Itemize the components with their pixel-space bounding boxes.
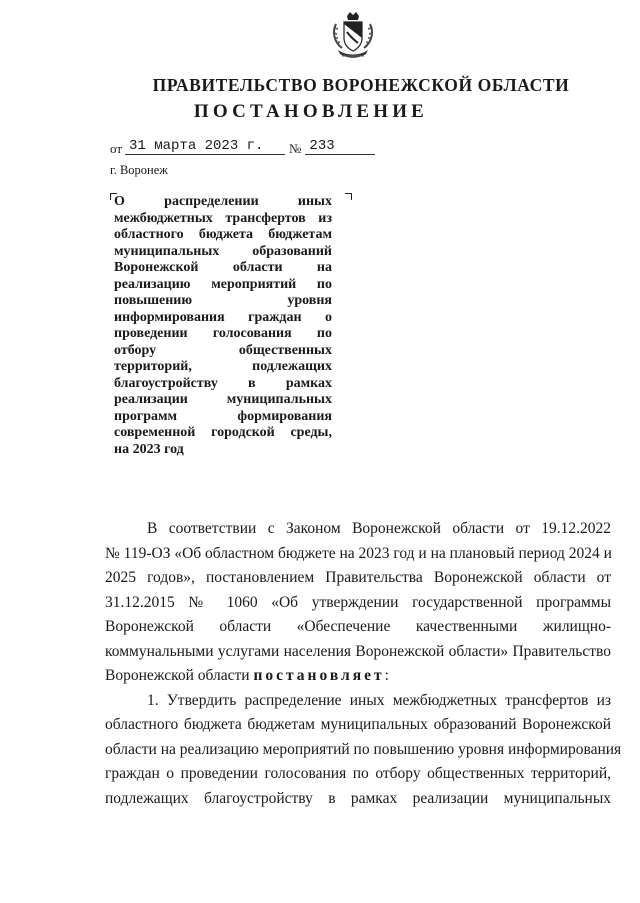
body-line: 31.12.2015 № 1060 «Об утверждении государственной программы (105, 593, 611, 611)
subject-line: реализации муниципальных (114, 392, 332, 407)
subject-line: информирования граждан о (114, 309, 332, 325)
subject-line: межбюджетных трансфертов из (114, 210, 332, 226)
item-1-line: подлежащих благоустройству в рамках реализации муниципальных (105, 789, 611, 807)
document-subject (114, 194, 332, 458)
subject-bracket-right (345, 193, 352, 200)
government-title: ПРАВИТЕЛЬСТВО ВОРОНЕЖСКОЙ ОБЛАСТИ (152, 75, 570, 95)
subject-line: Воронежской области на (114, 260, 332, 275)
body-line: В соответствии с Законом Воронежской области от 19.12.2022 (147, 520, 611, 537)
document-body (105, 517, 622, 811)
subject-line: современной городской среды, (114, 425, 332, 440)
body-line-decree (105, 664, 611, 689)
item-1-line: граждан о проведении голосования по отбору общественных территорий, (105, 765, 611, 782)
number-sign-label: № (289, 141, 302, 156)
subject-line: отбору общественных (114, 342, 332, 358)
subject-line: областного бюджета бюджетам (114, 227, 332, 242)
body-line: № 119-ОЗ «Об областном бюджете на 2023 год и на плановый период 2024 и (105, 544, 612, 562)
subject-line: территорий, подлежащих (114, 359, 332, 374)
body-line: Воронежской области «Обеспечение качественными жилищно- (105, 618, 611, 635)
subject-line: программ формирования (114, 408, 332, 424)
document-number: 233 (305, 138, 375, 155)
item-1-line: областного бюджета бюджетам муниципальных образований Воронежской (105, 716, 611, 733)
subject-line: повышению уровня (114, 293, 332, 308)
subject-line: проведении голосования по (114, 326, 332, 341)
subject-line: муниципальных образований (114, 243, 332, 259)
document-dateline (110, 138, 375, 155)
decree-word: постановляет (253, 667, 385, 684)
decree-colon: : (384, 667, 389, 684)
coat-of-arms-icon (330, 10, 376, 62)
subject-line: реализацию мероприятий по (114, 276, 332, 292)
body-line: 2025 годов», постановлением Правительства Воронежской области от (105, 569, 611, 586)
document-type-title: ПОСТАНОВЛЕНИЕ (193, 101, 429, 122)
item-1-line: области на реализацию мероприятий по повышению уровня информирования (105, 740, 622, 758)
document-date: 31 марта 2023 г. (125, 138, 285, 155)
subject-line: на 2023 год (114, 441, 184, 457)
city-label: г. Воронеж (110, 163, 168, 177)
body-line: коммунальными услугами населения Воронежской области» Правительство (105, 642, 611, 660)
subject-line: благоустройству в рамках (114, 375, 332, 391)
decree-prefix: Воронежской области (105, 667, 254, 684)
item-1-line: 1. Утвердить распределение иных межбюджетных трансфертов из (147, 691, 611, 709)
date-from-label: от (110, 141, 123, 156)
subject-line: О распределении иных (114, 194, 332, 209)
